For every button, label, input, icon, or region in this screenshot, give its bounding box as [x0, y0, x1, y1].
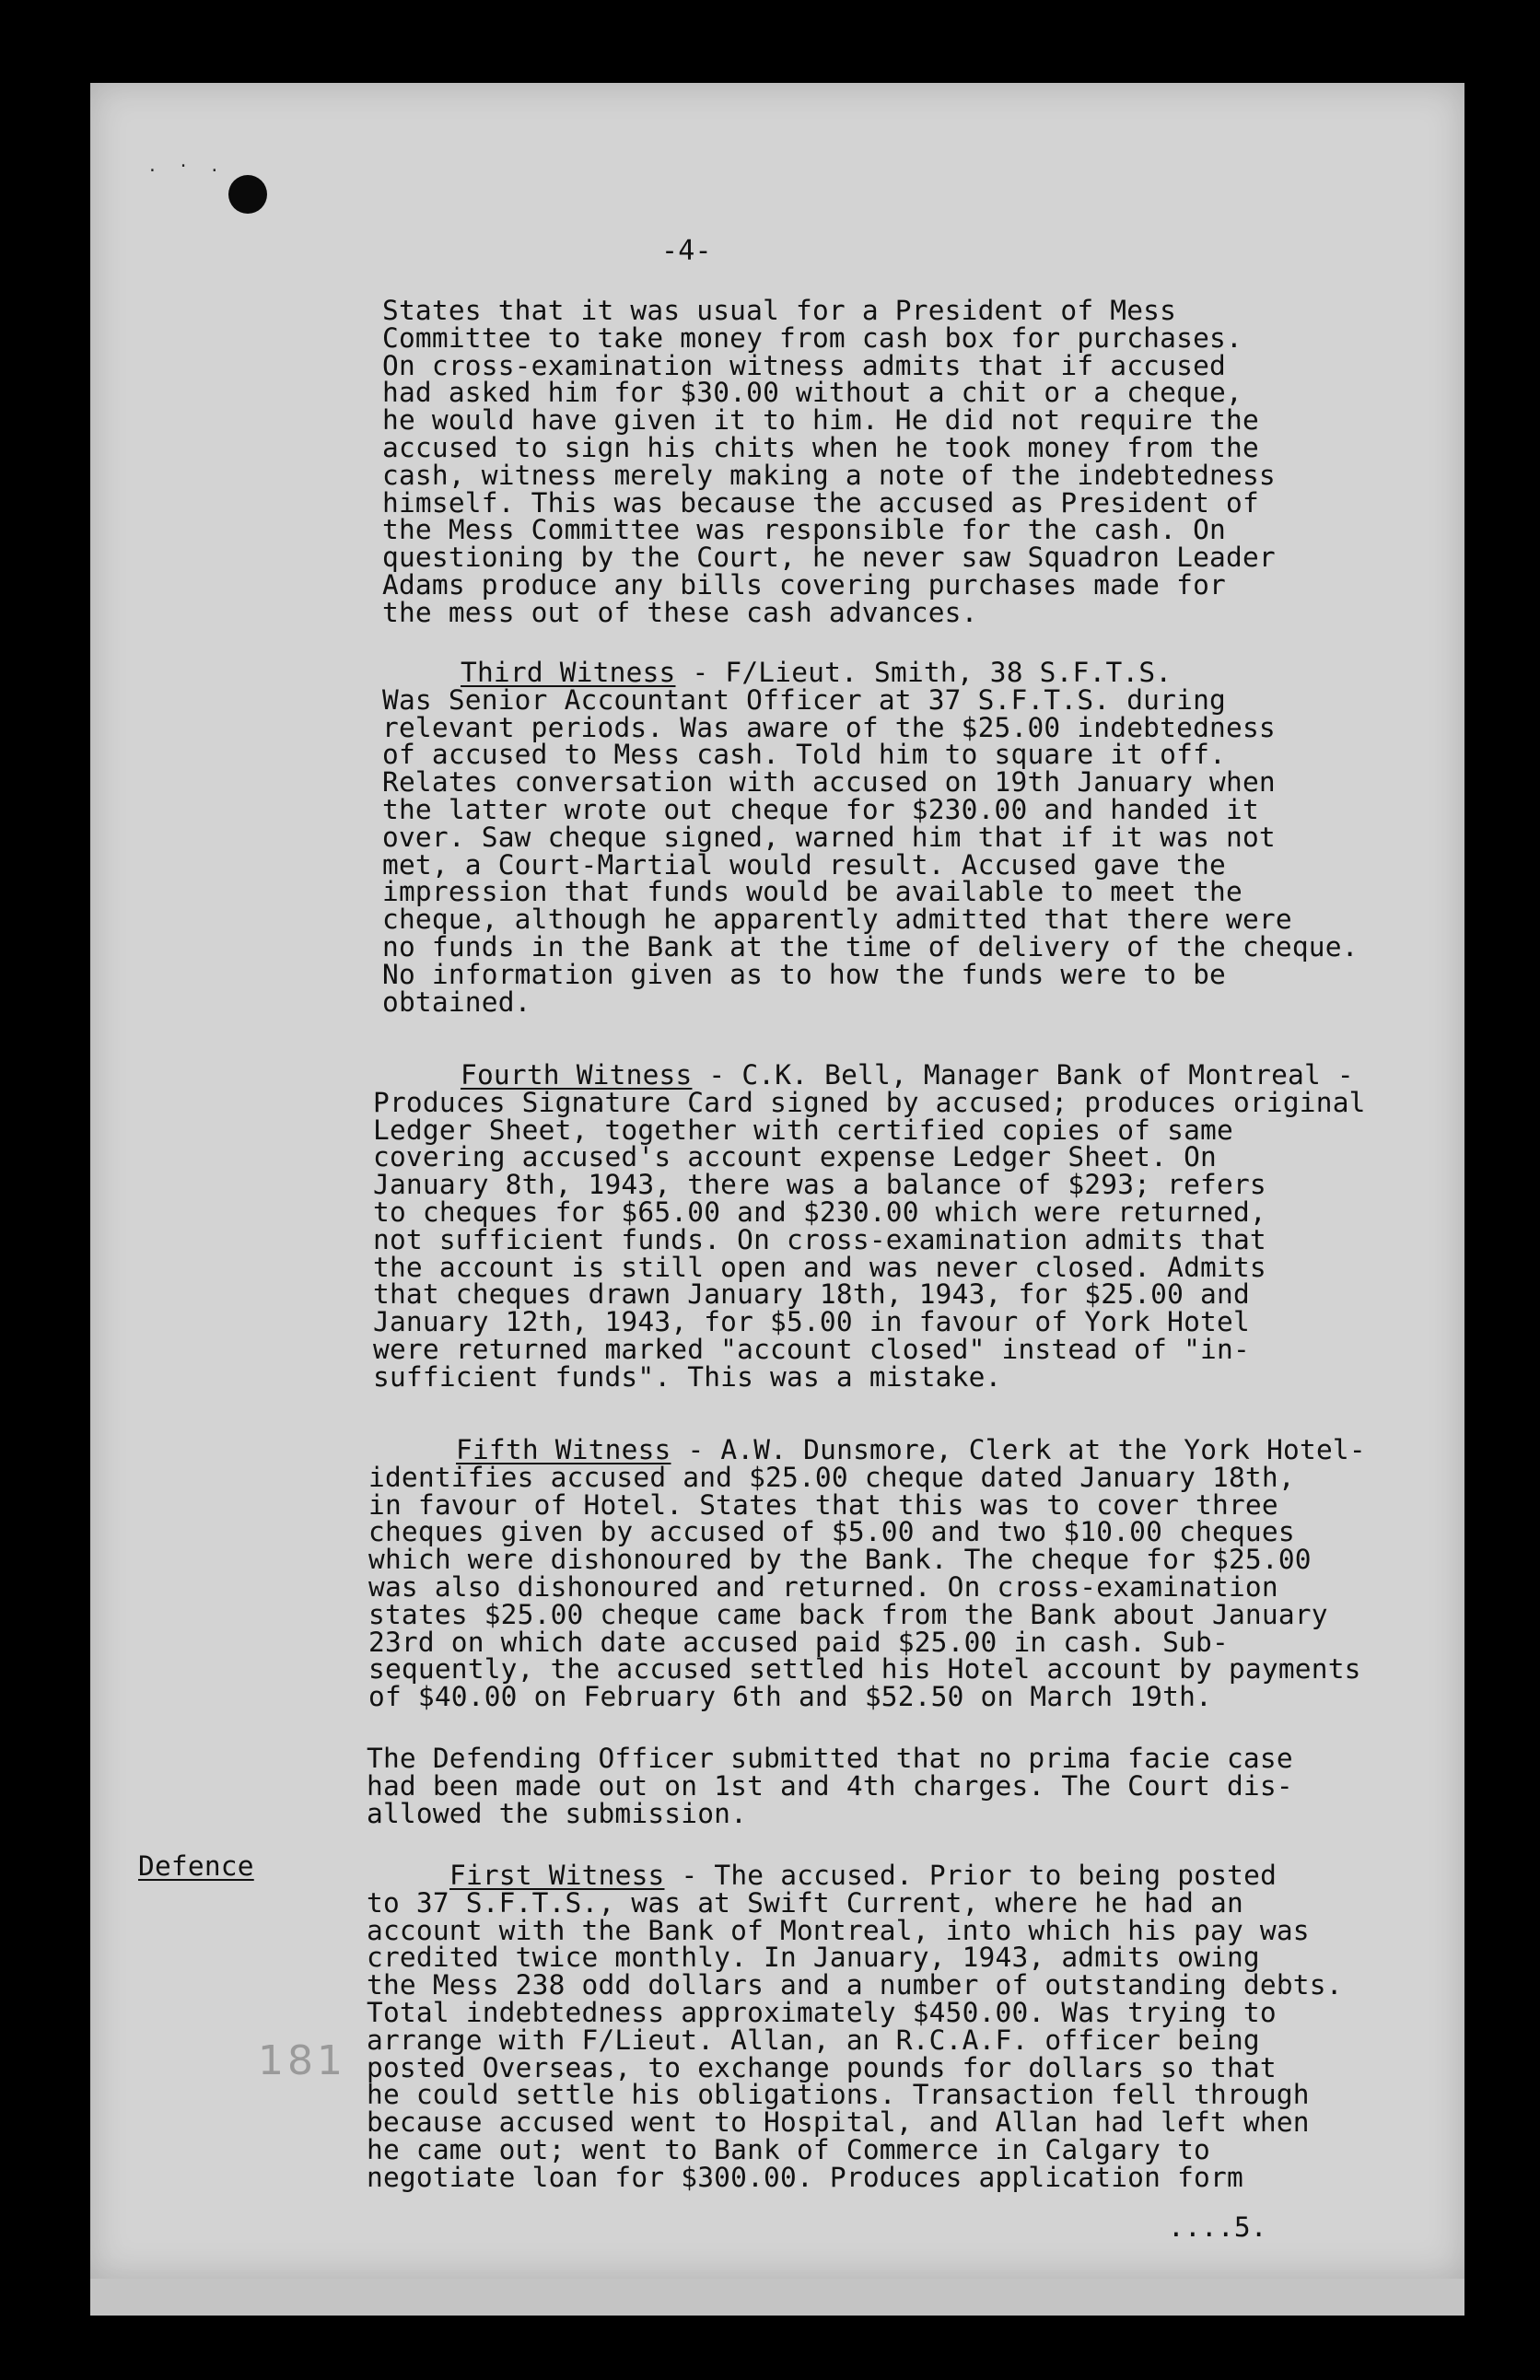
text-line: allowed the submission.	[367, 1797, 748, 1829]
page-number: -4-	[661, 235, 712, 267]
witness-heading: Fourth Witness	[461, 1059, 693, 1091]
text-line: States that it was usual for a President of Mess	[382, 295, 1177, 326]
witness-heading-rest: - F/Lieut. Smith, 38 S.F.T.S.	[675, 657, 1172, 688]
text-line: no funds in the Bank at the time of delivery of the cheque.	[382, 930, 1359, 962]
text-line: was also dishonoured and returned. On cross-examination	[368, 1570, 1278, 1603]
text-line: met, a Court-Martial would result. Accused gave the	[382, 848, 1226, 881]
text-line: The Defending Officer submitted that no prima facie case	[367, 1743, 1293, 1774]
paragraph-fourth-witness	[373, 1059, 1540, 1393]
page-bottom-edge	[90, 2279, 1464, 2316]
text-line: Committee to take money from cash box for purchases.	[382, 321, 1242, 354]
witness-heading-rest: - A.W. Dunsmore, Clerk at the York Hotel-	[671, 1434, 1366, 1465]
margin-label-defence: Defence	[138, 1850, 254, 1882]
witness-heading-rest: - The accused. Prior to being posted	[664, 1860, 1278, 1891]
paper-specks: . · .	[147, 157, 226, 176]
witness-heading: Third Witness	[461, 657, 676, 688]
witness-heading-line	[382, 659, 1540, 687]
text-line: to cheques for $65.00 and $230.00 which were returned,	[373, 1196, 1266, 1228]
text-line: arrange with F/Lieut. Allan, an R.C.A.F. officer being	[367, 2024, 1260, 2056]
text-line: to 37 S.F.T.S., was at Swift Current, where he had an	[367, 1886, 1243, 1919]
witness-heading: First Witness	[449, 1860, 665, 1891]
text-line: Relates conversation with accused on 19th January when	[382, 766, 1276, 799]
witness-heading-line	[373, 1059, 1540, 1091]
text-line: negotiate loan for $300.00. Produces application form	[367, 2161, 1243, 2193]
paragraph-defence-first-witness	[367, 1862, 1540, 2192]
text-line: Ledger Sheet, together with certified copies of same	[373, 1114, 1233, 1146]
text-line: questioning by the Court, he never saw Squadron Leader	[382, 542, 1276, 574]
text-line: in favour of Hotel. States that this was to cover three	[368, 1488, 1278, 1521]
witness-heading-line	[367, 1862, 1540, 1890]
text-line: covering accused's account expense Ledger Sheet. On	[373, 1141, 1217, 1173]
text-line: over. Saw cheque signed, warned him that if it was not	[382, 821, 1276, 853]
text-line: himself. This was because the accused as President of	[382, 486, 1259, 519]
text-line: posted Overseas, to exchange pounds for dollars so that	[367, 2051, 1277, 2083]
witness-heading-rest: - C.K. Bell, Manager Bank of Montreal -	[692, 1059, 1354, 1091]
text-line: cheques given by accused of $5.00 and two $10.00 cheques	[368, 1516, 1295, 1548]
paragraph-third-witness	[382, 659, 1540, 1016]
punch-hole	[228, 175, 267, 214]
text-line: had been made out on 1st and 4th charges. The Court dis-	[367, 1769, 1293, 1802]
text-line: of $40.00 on February 6th and $52.50 on March 19th.	[368, 1681, 1212, 1713]
text-line: identifies accused and $25.00 cheque dated January 18th,	[368, 1461, 1295, 1493]
text-line: Total indebtedness approximately $450.00. Was trying to	[367, 1996, 1277, 2028]
text-line: states $25.00 cheque came back from the Bank about January	[368, 1598, 1328, 1630]
text-line: account with the Bank of Montreal, into which his pay was	[367, 1914, 1310, 1946]
text-line: January 12th, 1943, for $5.00 in favour of York Hotel	[373, 1306, 1250, 1338]
text-line: accused to sign his chits when he took money from the	[382, 431, 1259, 463]
text-line: 23rd on which date accused paid $25.00 in cash. Sub-	[368, 1626, 1229, 1658]
text-line: impression that funds would be available to meet the	[382, 876, 1242, 908]
text-line: cheque, although he apparently admitted that there were	[382, 904, 1292, 936]
text-line: On cross-examination witness admits that if accused	[382, 349, 1226, 381]
faded-margin-stamp: 181	[258, 2037, 346, 2084]
text-line: January 8th, 1943, there was a balance of $293; refers	[373, 1169, 1266, 1201]
text-line: he could settle his obligations. Transaction fell through	[367, 2079, 1310, 2111]
text-line: obtained.	[382, 986, 531, 1018]
text-line: credited twice monthly. In January, 1943, admits owing	[367, 1942, 1260, 1974]
text-line: Was Senior Accountant Officer at 37 S.F.T.S. during	[382, 683, 1226, 716]
text-line: which were dishonoured by the Bank. The cheque for $25.00	[368, 1544, 1312, 1576]
text-line: No information given as to how the funds were to be	[382, 958, 1226, 990]
text-line: the account is still open and was never closed. Admits	[373, 1251, 1266, 1283]
witness-heading-line	[368, 1434, 1540, 1465]
text-line: the Mess Committee was responsible for the cash. On	[382, 514, 1226, 546]
text-line: he came out; went to Bank of Commerce in Calgary to	[367, 2133, 1210, 2165]
text-line: Adams produce any bills covering purchases made for	[382, 568, 1226, 601]
text-line: because accused went to Hospital, and Allan had left when	[367, 2106, 1310, 2139]
paragraph-second-witness-continued	[382, 295, 1540, 628]
text-line: sufficient funds". This was a mistake.	[373, 1360, 1002, 1393]
text-line: the latter wrote out cheque for $230.00 and handed it	[382, 793, 1259, 825]
continuation-marker: ....5.	[1168, 2211, 1267, 2243]
text-line: sequently, the accused settled his Hotel account by payments	[368, 1653, 1361, 1686]
text-line: Produces Signature Card signed by accused; produces original	[373, 1086, 1366, 1118]
text-line: that cheques drawn January 18th, 1943, for $25.00 and	[373, 1278, 1250, 1311]
text-line: relevant periods. Was aware of the $25.00 indebtedness	[382, 711, 1276, 743]
paragraph-submission	[367, 1745, 1540, 1827]
text-line: not sufficient funds. On cross-examination admits that	[373, 1223, 1266, 1255]
text-line: he would have given it to him. He did not require the	[382, 404, 1259, 437]
text-line: the Mess 238 odd dollars and a number of outstanding debts.	[367, 1969, 1343, 2001]
witness-heading: Fifth Witness	[456, 1434, 671, 1465]
text-line: cash, witness merely making a note of the indebtedness	[382, 459, 1276, 491]
text-line: were returned marked "account closed" instead of "in-	[373, 1333, 1250, 1365]
text-line: the mess out of these cash advances.	[382, 596, 978, 628]
text-line: had asked him for $30.00 without a chit or a cheque,	[382, 377, 1242, 409]
paragraph-fifth-witness	[368, 1434, 1540, 1713]
text-line: of accused to Mess cash. Told him to square it off.	[382, 739, 1226, 771]
